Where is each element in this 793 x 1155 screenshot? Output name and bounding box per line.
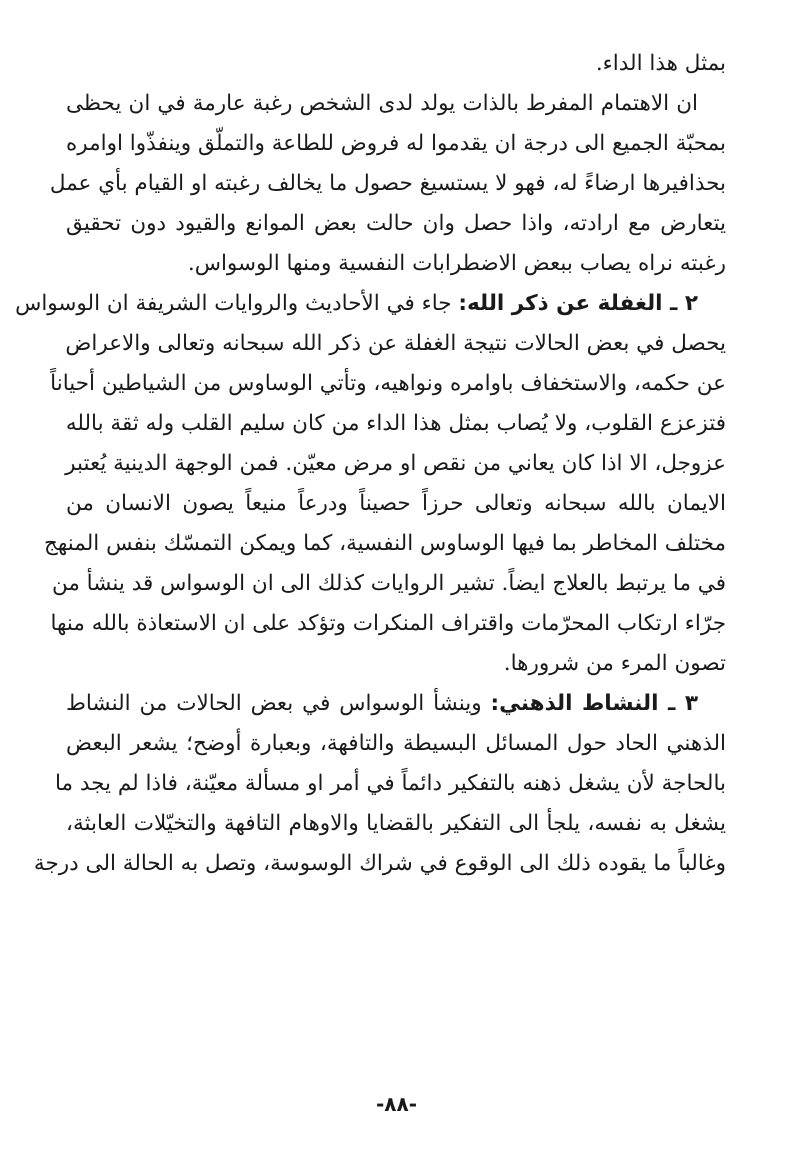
text-line: الذهني الحاد حول المسائل البسيطة والتافهة، وبعبارة أوضح؛ يشعر البعض [66, 731, 726, 756]
text-line: بمثل هذا الداء. [595, 51, 726, 76]
section-heading-nashat: ٣ ـ النشاط الذهني: [490, 691, 698, 716]
text-line: مختلف المخاطر بما فيها الوساوس النفسية، كما ويمكن التمسّك بنفس المنهج [44, 531, 726, 556]
section-heading-ghafla: ٢ ـ الغفلة عن ذكر الله: [458, 291, 698, 316]
text-line: جرّاء ارتكاب المحرّمات واقتراف المنكرات وتؤكد على ان الاستعاذة بالله منها [50, 611, 726, 636]
page-number: -٨٨- [375, 1092, 418, 1116]
text-line: بحذافيرها ارضاءً له، فهو لا يستسيغ حصول ما يخالف رغبته او القيام بأي عمل [49, 171, 726, 196]
section-nashat-line [66, 684, 726, 724]
section-ghafla-line [15, 284, 726, 324]
text-line: بمحبّة الجميع الى درجة ان يقدموا له فروض للطاعة والتملّق وينفذّوا اوامره [66, 131, 726, 156]
text-line: فتزعزع القلوب، ولا يُصاب بمثل هذا الداء من كان سليم القلب وله ثقة بالله [65, 411, 726, 436]
text-run: جاء في الأحاديث والروايات الشريفة ان الوسواس [15, 291, 452, 316]
text-line: عن حكمه، والاستخفاف باوامره ونواهيه، وتأتي الوساوس من الشياطين أحياناً [50, 371, 726, 396]
text-line: يشغل به نفسه، يلجأ الى التفكير بالقضايا والاوهام التافهة والتخيّلات العابثة، [66, 811, 726, 836]
page-body [15, 44, 726, 884]
text-line: بالحاجة لأن يشغل ذهنه بالتفكير دائماً في أمر او مسألة معيّنة، فاذا لم يجد ما [54, 771, 726, 796]
text-line: في ما يرتبط بالعلاج ايضاً. تشير الروايات كذلك الى ان الوسواس قد ينشأ من [51, 571, 726, 596]
text-line: تصون المرء من شرورها. [503, 651, 726, 676]
text-line: الايمان بالله سبحانه وتعالى حرزاً حصيناً ودرعاً منيعاً يصون الانسان من [66, 491, 726, 516]
text-line: يحصل في بعض الحالات نتيجة الغفلة عن ذكر الله سبحانه وتعالى والاعراض [65, 331, 726, 356]
text-line: ان الاهتمام المفرط بالذات يولد لدى الشخص رغبة عارمة في ان يحظى [66, 91, 698, 116]
text-line: عزوجل، الا اذا كان يعاني من نقص او مرض معيّن. فمن الوجهة الدينية يُعتبر [65, 451, 726, 476]
text-line: رغبته نراه يصاب ببعض الاضطرابات النفسية ومنها الوسواس. [187, 251, 726, 276]
text-run: وينشأ الوسواس في بعض الحالات من النشاط [66, 691, 482, 716]
text-line: وغالباً ما يقوده ذلك الى الوقوع في شراك الوسوسة، وتصل به الحالة الى درجة [33, 851, 726, 876]
text-line: يتعارض مع ارادته، واذا حصل وان حالت بعض الموانع والقيود دون تحقيق [66, 211, 726, 236]
